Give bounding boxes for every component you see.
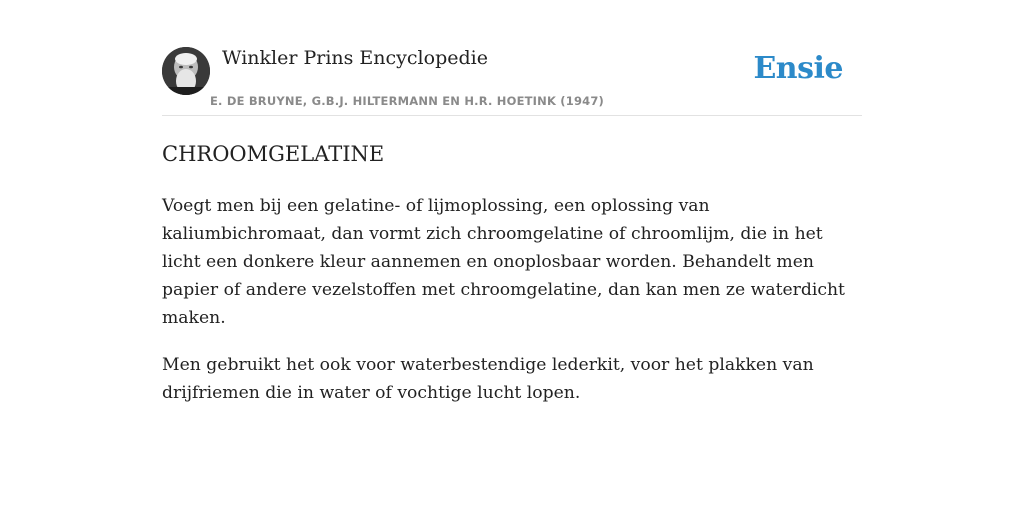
ensie-logo[interactable]: Ensie xyxy=(753,51,843,86)
source-header xyxy=(162,0,862,116)
entry-title: CHROOMGELATINE xyxy=(162,142,385,166)
author-avatar[interactable] xyxy=(162,47,210,95)
portrait-icon xyxy=(162,47,210,95)
source-title[interactable]: Winkler Prins Encyclopedie xyxy=(222,47,488,69)
source-authors: E. DE BRUYNE, G.B.J. HILTERMANN EN H.R. HOETINK (1947) xyxy=(210,94,605,108)
page-container xyxy=(162,0,862,403)
entry-paragraph: Voegt men bij een gelatine- of lijmoplossing, een oplossing van kaliumbichromaat, dan vormt zich chroomgelatine of chroomlijm, die in het licht een donkere kleur aannemen en onoplosbaar worden. Behandelt men papier of andere vezelstoffen met chroomgelatine, dan kan men ze waterdicht maken. xyxy=(162,196,845,328)
entry-body xyxy=(162,192,862,426)
entry-paragraph: Men gebruikt het ook voor waterbestendige lederkit, voor het plakken van drijfriemen die in water of vochtige lucht lopen. xyxy=(162,355,814,403)
